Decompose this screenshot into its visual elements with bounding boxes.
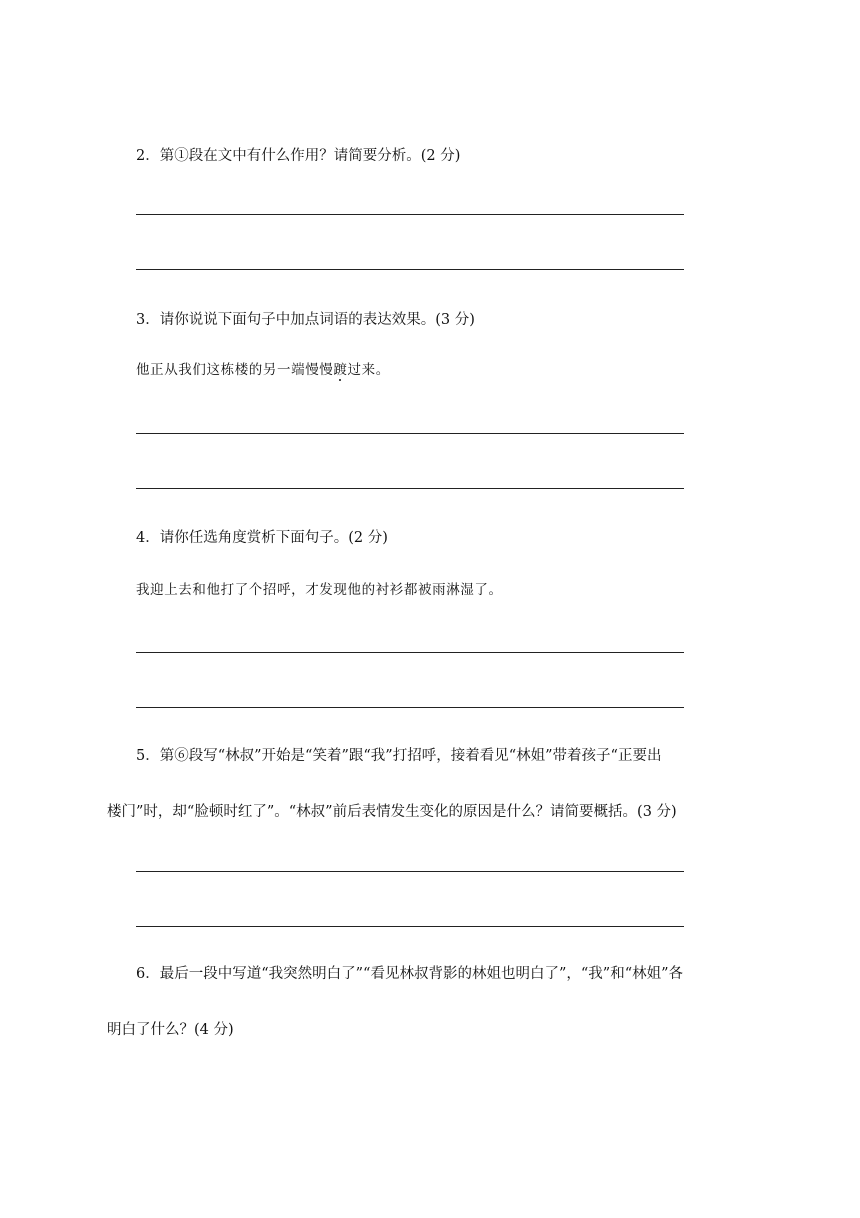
- answer-line[interactable]: [136, 926, 684, 927]
- quote-text: 过来。: [347, 362, 390, 378]
- question-4-quote: 我迎上去和他打了个招呼，才发现他的衬衫都被雨淋湿了。: [136, 582, 503, 598]
- question-5-line-2: 楼门”时，却“脸顿时红了”。“林叔”前后表情发生变化的原因是什么？请简要概括。(3 分): [107, 804, 677, 820]
- quote-text: 他正从我们这栋楼的另一端慢慢: [136, 362, 334, 378]
- answer-line[interactable]: [136, 707, 684, 708]
- question-3-quote: [136, 360, 390, 380]
- dotted-word: 踱: [333, 362, 348, 378]
- answer-line[interactable]: [136, 871, 684, 872]
- question-6-line-1: 6．最后一段中写道“我突然明白了”“看见林叔背影的林姐也明白了”，“我”和“林姐”各: [136, 966, 684, 982]
- question-5-line-1: 5．第⑥段写“林叔”开始是“笑着”跟“我”打招呼，接着看见“林姐”带着孩子“正要出: [136, 748, 662, 764]
- answer-line[interactable]: [136, 652, 684, 653]
- question-3: 3．请你说说下面句子中加点词语的表达效果。(3 分): [136, 312, 475, 328]
- answer-line[interactable]: [136, 269, 684, 270]
- answer-line[interactable]: [136, 433, 684, 434]
- answer-line[interactable]: [136, 214, 684, 215]
- answer-line[interactable]: [136, 488, 684, 489]
- question-2: 2．第①段在文中有什么作用？请简要分析。(2 分): [136, 148, 461, 164]
- question-6-line-2: 明白了什么？(4 分): [107, 1022, 234, 1038]
- question-4: 4．请你任选角度赏析下面句子。(2 分): [136, 530, 388, 546]
